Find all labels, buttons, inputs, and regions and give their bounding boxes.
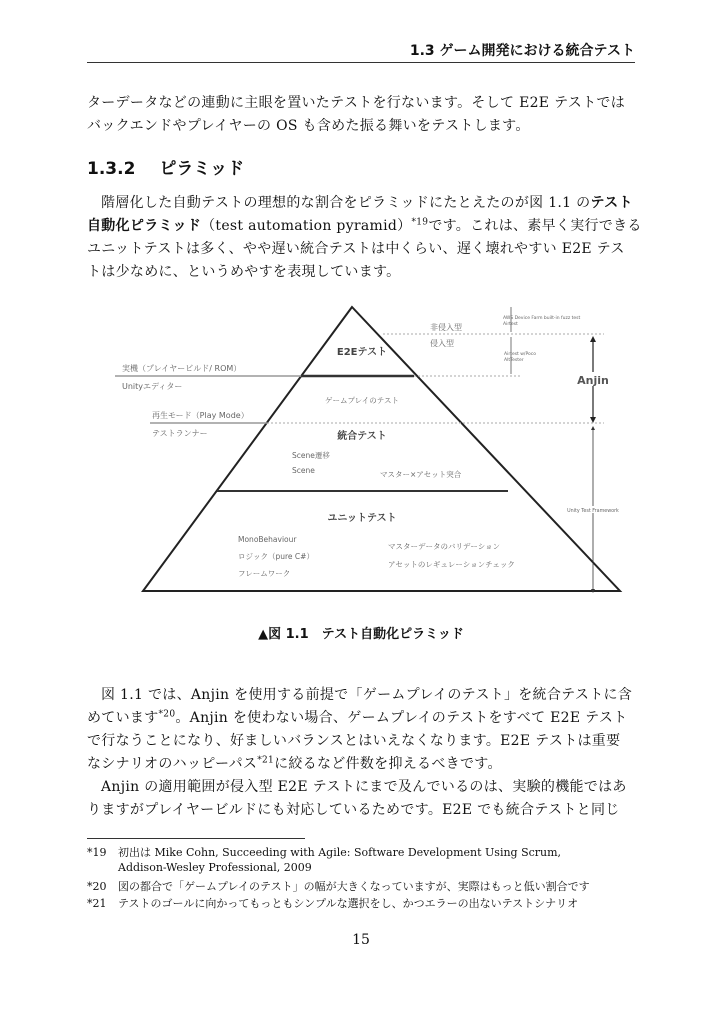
term: テスト: [590, 195, 633, 211]
tool-label: AltTester: [504, 358, 524, 363]
footnote-ref[interactable]: *20: [158, 709, 176, 720]
body-line: で行なうことになり、好ましいバランスとはいえなくなります。E2E テストは重要: [87, 733, 621, 749]
footnote-mark: *19: [87, 846, 107, 859]
tool-label: AWS Device Farm built-in fuzz test: [503, 316, 581, 321]
item-validation: マスターデータのバリデーション: [388, 542, 501, 551]
label-editor: Unityエディター: [122, 382, 183, 391]
text: です。これは、素早く実行できる: [428, 218, 642, 234]
item-logic: ロジック（pure C#）: [238, 552, 314, 561]
term: 自動化ピラミッド: [87, 218, 202, 234]
text: なシナリオのハッピーパス: [87, 756, 258, 772]
body-line: ユニットテストは多く、やや遅い統合テストは中くらい、遅く壊れやすい E2E テス: [87, 241, 625, 257]
item-mono: MonoBehaviour: [238, 535, 297, 544]
label-non-invasive: 非侵入型: [430, 323, 462, 332]
item-gameplay: ゲームプレイのテスト: [324, 396, 400, 405]
body-line: ターデータなどの連動に主眼を置いたテストを行ないます。そして E2E テストでは: [87, 95, 626, 111]
text: 階層化した自動テストの理想的な割合をピラミッドにたとえたのが図 1.1 の: [101, 195, 591, 211]
label-invasive: 侵入型: [430, 339, 454, 348]
footnote-mark: *21: [87, 897, 107, 910]
layer-integration: 統合テスト: [337, 431, 387, 442]
text: （test automation pyramid）: [201, 218, 412, 234]
footnote-21: [87, 895, 578, 911]
utf-label: Unity Test Framework: [567, 509, 619, 514]
item-scene-transition: Scene遷移: [292, 451, 330, 460]
text: めています: [87, 710, 159, 726]
anjin-label: Anjin: [577, 374, 609, 387]
footnote-text: テストのゴールに向かってもっともシンプルな選択をし、かつエラーの出ないテストシナリオ: [118, 897, 579, 910]
text: に絞るなど件数を抑えるべきです。: [274, 756, 502, 772]
body-line: トは少なめに、というめやすを表現しています。: [87, 264, 401, 280]
body-line: バックエンドやプレイヤーの OS も含めた振る舞いをテストします。: [87, 118, 530, 134]
item-framework: フレームワーク: [238, 569, 291, 578]
label-playmode: 再生モード（Play Mode）: [152, 411, 249, 420]
footnote-rule: [87, 838, 305, 839]
body-line: Anjin の適用範囲が侵入型 E2E テストにまで及んでいるのは、実験的機能ではあ: [101, 779, 627, 795]
label-runner: テストランナー: [152, 429, 208, 438]
item-regulation: アセットのレギュレーションチェック: [388, 560, 515, 569]
footnote-ref[interactable]: *21: [257, 755, 275, 766]
footnote-19-cont: Addison-Wesley Professional, 2009: [118, 861, 312, 874]
item-master-asset: マスター×アセット突合: [380, 470, 462, 479]
footnote-ref[interactable]: *19: [411, 217, 429, 228]
text: 。Anjin を使わない場合、ゲームプレイのテストをすべて E2E テスト: [175, 710, 628, 726]
body-line: [87, 707, 637, 727]
tool-label: Airtest: [503, 322, 518, 327]
layer-e2e: E2Eテスト: [336, 347, 388, 358]
label-device: 実機（プレイヤービルド/ ROM）: [122, 364, 242, 373]
footnote-mark: *20: [87, 880, 107, 893]
body-line: りますがプレイヤービルドにも対応しているためです。E2E でも統合テストと同じ: [87, 802, 620, 818]
item-scene: Scene: [292, 466, 315, 475]
footnote-20: [87, 878, 590, 894]
tool-label: Airtest w/Poco: [504, 352, 536, 357]
footnote-text: 図の都合で「ゲームプレイのテスト」の幅が大きくなっていますが、実際はもっと低い割合です: [118, 880, 590, 893]
section-title: ピラミッド: [159, 159, 245, 179]
footnote-19: [87, 844, 561, 860]
running-header: 1.3 ゲーム開発における統合テスト: [409, 43, 635, 59]
body-line: 図 1.1 では、Anjin を使用する前提で「ゲームプレイのテスト」を統合テストに含: [101, 687, 633, 703]
section-number: 1.3.2: [87, 159, 136, 179]
footnote-text: 初出は Mike Cohn, Succeeding with Agile: Software Development Using Scrum,: [118, 846, 562, 859]
figure-caption: ▲図 1.1 テスト自動化ピラミッド: [258, 627, 464, 642]
body-line: [87, 753, 637, 773]
page-number: 15: [352, 932, 370, 948]
layer-unit: ユニットテスト: [327, 513, 397, 524]
